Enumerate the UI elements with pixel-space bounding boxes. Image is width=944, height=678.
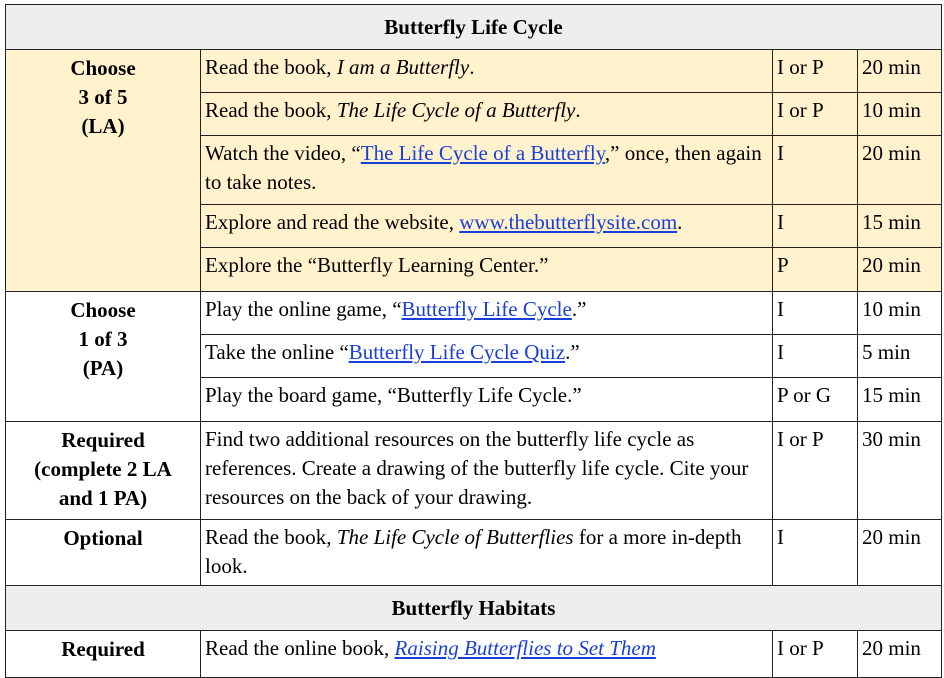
activity-description xyxy=(201,631,773,678)
group-label-opt: Optional xyxy=(6,520,201,586)
activity-time: 30 min xyxy=(858,422,942,520)
activity-mode: P or G xyxy=(773,378,858,422)
activity-text: Play the board game, “Butterfly Life Cycle.” xyxy=(205,383,582,407)
activity-text: . xyxy=(575,98,581,122)
activity-description xyxy=(201,378,773,422)
activity-description xyxy=(201,292,773,335)
activity-text: . xyxy=(677,210,683,234)
section-header: Butterfly Life Cycle xyxy=(6,5,942,50)
activity-description xyxy=(201,136,773,205)
activity-description xyxy=(201,422,773,520)
activity-text: .” xyxy=(571,297,587,321)
activity-table xyxy=(5,4,942,678)
activity-link[interactable]: Butterfly Life Cycle xyxy=(401,297,572,321)
activity-text: Take the online “ xyxy=(205,340,349,364)
group-label-req2: Required xyxy=(6,631,201,678)
activity-mode: I or P xyxy=(773,631,858,678)
activity-text: .” xyxy=(565,340,580,364)
activity-time: 20 min xyxy=(858,631,942,678)
activity-mode: I or P xyxy=(773,93,858,136)
activity-time: 20 min xyxy=(858,136,942,205)
table-row xyxy=(6,50,942,93)
activity-mode: I or P xyxy=(773,50,858,93)
activity-mode: I or P xyxy=(773,422,858,520)
activity-text: ,” once, then again to take notes. xyxy=(205,141,762,194)
table-row xyxy=(6,631,942,678)
activity-description xyxy=(201,93,773,136)
activity-mode: I xyxy=(773,335,858,378)
activity-mode: I xyxy=(773,205,858,248)
activity-time: 10 min xyxy=(858,93,942,136)
activity-description xyxy=(201,335,773,378)
activity-time: 20 min xyxy=(858,520,942,586)
activity-time: 20 min xyxy=(858,50,942,93)
activity-description xyxy=(201,520,773,586)
activity-text: Read the online book, xyxy=(205,636,395,660)
activity-time: 15 min xyxy=(858,378,942,422)
activity-mode: I xyxy=(773,520,858,586)
activity-description xyxy=(201,205,773,248)
activity-text: Read the book, xyxy=(205,525,337,549)
activity-text: Explore and read the website, xyxy=(205,210,460,234)
activity-mode: P xyxy=(773,248,858,292)
activity-time: 10 min xyxy=(858,292,942,335)
activity-text: Watch the video, “ xyxy=(205,141,361,165)
activity-text: . xyxy=(469,55,475,79)
activity-text: Explore the “Butterfly Learning Center.” xyxy=(205,253,549,277)
group-label-la: Choose 3 of 5 (LA) xyxy=(6,50,201,292)
activity-description xyxy=(201,50,773,93)
activity-time: 20 min xyxy=(858,248,942,292)
section-header: Butterfly Habitats xyxy=(6,586,942,631)
activity-mode: I xyxy=(773,292,858,335)
activity-text: Find two additional resources on the butterfly life cycle as references. Create a drawing of the butterfly life cycle. Cite your resources on the back of your drawing. xyxy=(205,427,749,509)
activity-description xyxy=(201,248,773,292)
table-row xyxy=(6,422,942,520)
activity-link[interactable]: Raising Butterflies to Set Them xyxy=(394,636,656,660)
activity-text: The Life Cycle of a Butterfly xyxy=(336,98,576,122)
activity-link[interactable]: Butterfly Life Cycle Quiz xyxy=(348,340,566,364)
group-label-req: Required (complete 2 LA and 1 PA) xyxy=(6,422,201,520)
activity-time: 15 min xyxy=(858,205,942,248)
activity-mode: I xyxy=(773,136,858,205)
group-label-pa: Choose 1 of 3 (PA) xyxy=(6,292,201,422)
activity-text: The Life Cycle of Butterflies xyxy=(336,525,574,549)
activity-text: Play the online game, “ xyxy=(205,297,402,321)
activity-text: Read the book, xyxy=(205,98,337,122)
table-row xyxy=(6,520,942,586)
activity-text: I am a Butterfly xyxy=(336,55,470,79)
activity-link[interactable]: www.thebutterflysite.com xyxy=(459,210,678,234)
activity-time: 5 min xyxy=(858,335,942,378)
table-row xyxy=(6,292,942,335)
activity-text: Read the book, xyxy=(205,55,337,79)
activity-link[interactable]: The Life Cycle of a Butterfly xyxy=(360,141,605,165)
activity-text: for a more in-depth look. xyxy=(205,525,742,578)
